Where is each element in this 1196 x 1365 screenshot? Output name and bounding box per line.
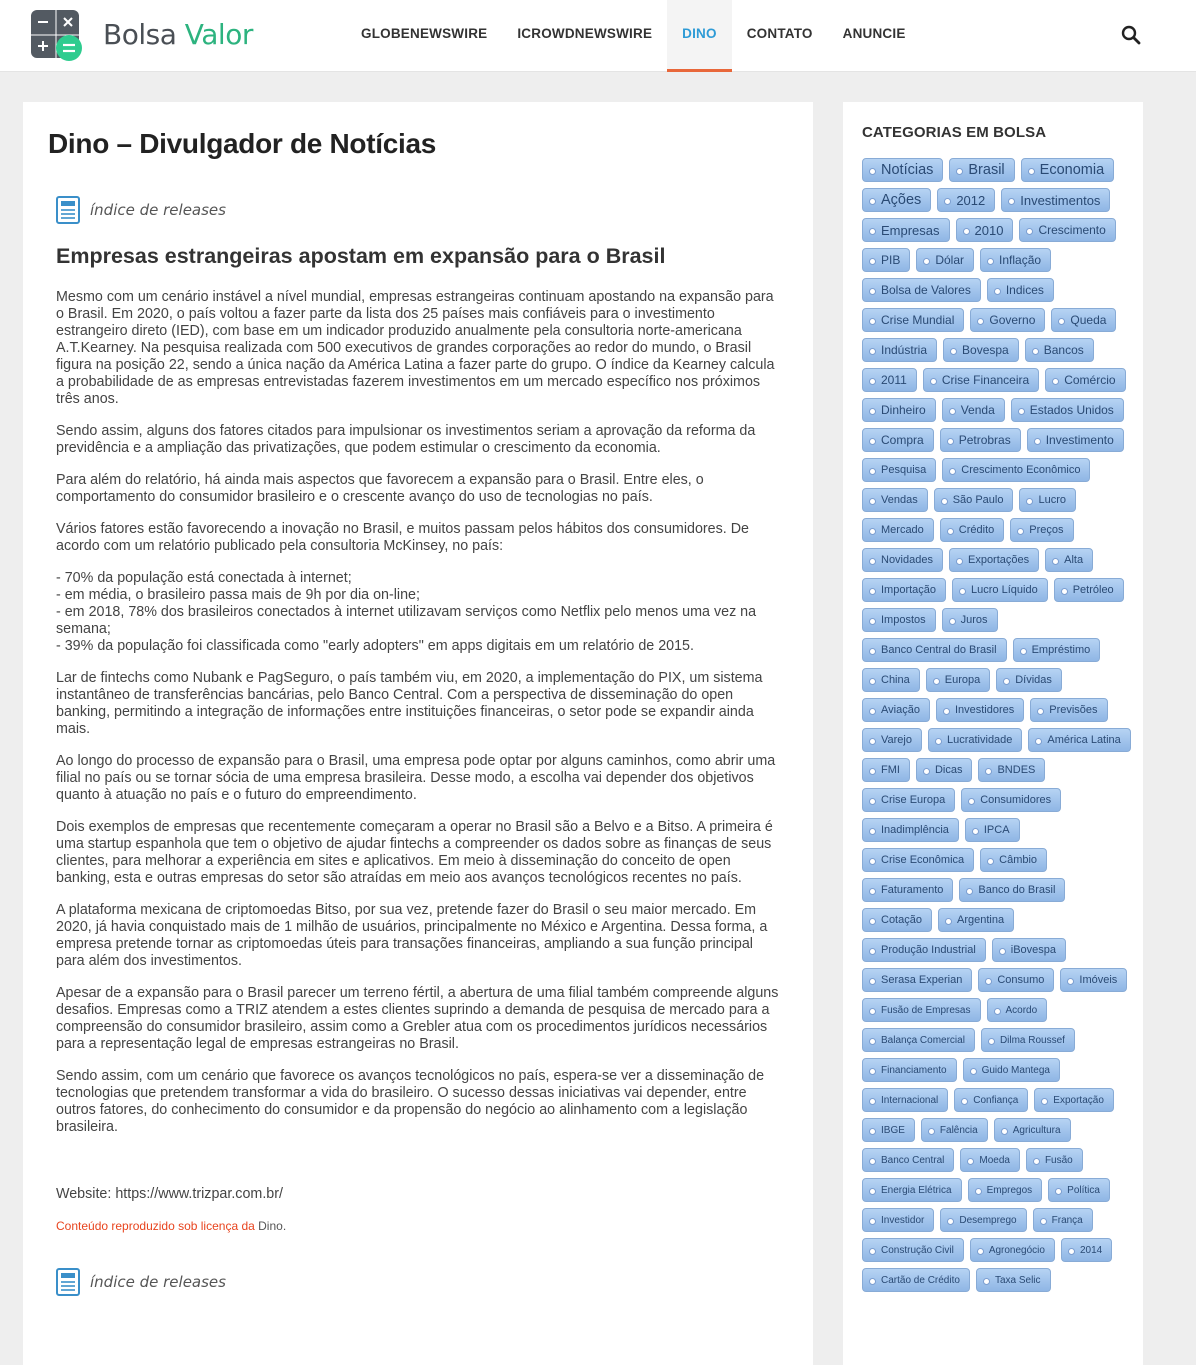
tag-link[interactable]: iBovespa <box>992 938 1066 962</box>
tag-link[interactable]: Exportações <box>949 548 1039 572</box>
tag-link[interactable]: Imóveis <box>1060 968 1127 992</box>
site-header <box>0 0 1196 72</box>
tag-link[interactable]: Notícias <box>862 158 943 182</box>
tag-link[interactable]: Energia Elétrica <box>862 1178 962 1202</box>
tag-link[interactable]: Moeda <box>960 1148 1020 1172</box>
tag-cloud <box>862 158 1137 1298</box>
tag-link[interactable]: IBGE <box>862 1118 915 1142</box>
tag-link[interactable]: Financiamento <box>862 1058 957 1082</box>
tag-link[interactable]: Produção Industrial <box>862 938 986 962</box>
tag-link[interactable]: São Paulo <box>934 488 1014 512</box>
nav-contato[interactable]: CONTATO <box>746 26 813 41</box>
tag-link[interactable]: Petróleo <box>1054 578 1124 602</box>
tag-link[interactable]: Fusão de Empresas <box>862 998 981 1022</box>
tag-link[interactable]: Varejo <box>862 728 922 752</box>
release-index-link-bottom[interactable] <box>56 1268 226 1296</box>
tag-link[interactable]: Banco Central do Brasil <box>862 638 1007 662</box>
tag-link[interactable]: Empréstimo <box>1013 638 1101 662</box>
tag-link[interactable]: Lucratividade <box>928 728 1022 752</box>
tag-link[interactable]: Dilma Roussef <box>981 1028 1075 1052</box>
tag-link[interactable]: China <box>862 668 920 692</box>
article-paragraph: Sendo assim, alguns dos fatores citados para impulsionar os investimentos seriam a aprovação da reforma da previdência e a ampliação das privatizações, que podem estimular o crescimento da economia. <box>56 423 756 456</box>
tag-link[interactable]: Banco Central <box>862 1148 954 1172</box>
release-index-link-top[interactable] <box>56 196 226 224</box>
tag-link[interactable]: Crédito <box>940 518 1004 542</box>
tag-link[interactable]: Crise Mundial <box>862 308 964 332</box>
tag-link[interactable]: Crise Europa <box>862 788 955 812</box>
tag-link[interactable]: Construção Civil <box>862 1238 964 1262</box>
tag-link[interactable]: Argentina <box>938 908 1014 932</box>
document-icon <box>56 196 80 224</box>
tag-link[interactable]: Alta <box>1045 548 1093 572</box>
tag-link[interactable]: 2011 <box>862 368 917 392</box>
brand-part1: Bolsa <box>103 18 177 51</box>
tag-link[interactable]: Investidor <box>862 1208 934 1232</box>
tag-link[interactable]: Comércio <box>1045 368 1125 392</box>
tag-link[interactable]: Previsões <box>1030 698 1107 722</box>
tag-link[interactable]: 2012 <box>937 188 995 212</box>
tag-link[interactable]: Consumo <box>978 968 1054 992</box>
tag-link[interactable]: Agronegócio <box>970 1238 1055 1262</box>
nav-icrowdnewswire[interactable]: ICROWDNEWSWIRE <box>517 26 653 41</box>
tag-link[interactable]: Banco do Brasil <box>959 878 1065 902</box>
tag-link[interactable]: FMI <box>862 758 910 782</box>
tag-link[interactable]: Bancos <box>1025 338 1094 362</box>
tag-link[interactable]: Ações <box>862 188 931 212</box>
tag-link[interactable]: Confiança <box>954 1088 1028 1112</box>
tag-link[interactable]: Aviação <box>862 698 930 722</box>
tag-link[interactable]: Venda <box>942 398 1005 422</box>
tag-link[interactable]: Lucro Líquido <box>952 578 1048 602</box>
article-paragraph: Vários fatores estão favorecendo a inovação no Brasil, e muitos passam pelos hábitos dos consumidores. De acordo com um relatório publicado pela consultoria McKinsey, no país: <box>56 521 749 554</box>
tag-link[interactable]: Consumidores <box>961 788 1061 812</box>
tag-link[interactable]: Importação <box>862 578 946 602</box>
tag-link[interactable]: Crescimento Econômico <box>942 458 1090 482</box>
release-index-label: índice de releases <box>90 201 226 219</box>
tag-link[interactable]: Economia <box>1021 158 1114 182</box>
tag-link[interactable]: 2014 <box>1061 1238 1112 1262</box>
article-paragraph: Mesmo com um cenário instável a nível mundial, empresas estrangeiras continuam apostando na expansão para o Brasil. Em 2020, o país voltou a fazer parte da lista dos 25 países mais confiáveis para o investimento estrangeiro direto (IED), com base em um indicador produzido anualmente pela consultoria norte-americana A.T.Kearney. Na pesquisa realizada com 500 executivos de grandes corporações ao redor do mundo, o Brasil figura na posição 22, sendo a única nação da América Latina a fazer parte do grupo. O índice da Kearney calcula a probabilidade de as empresas entrevistadas fazerem investimentos em um mercado específico nos próximos três anos. <box>56 289 775 407</box>
main-nav <box>346 0 921 72</box>
page-title: Dino – Divulgador de Notícias <box>48 128 437 159</box>
brand-logo[interactable] <box>103 18 253 51</box>
tag-link[interactable]: Guido Mantega <box>963 1058 1060 1082</box>
tag-link[interactable]: Inflação <box>980 248 1051 272</box>
release-index-label: índice de releases <box>90 1273 226 1291</box>
tag-link[interactable]: Vendas <box>862 488 928 512</box>
tag-link[interactable]: Investidores <box>936 698 1024 722</box>
tag-link[interactable]: Fusão <box>1026 1148 1083 1172</box>
tag-link[interactable]: Faturamento <box>862 878 953 902</box>
tag-link[interactable]: Exportação <box>1034 1088 1114 1112</box>
tag-link[interactable]: Serasa Experian <box>862 968 972 992</box>
tag-link[interactable]: Acordo <box>987 998 1048 1022</box>
tag-link[interactable]: IPCA <box>965 818 1020 842</box>
tag-link[interactable]: Petrobras <box>940 428 1021 452</box>
article-paragraph: Apesar de a expansão para o Brasil parecer um terreno fértil, a abertura de uma filial também compreende alguns desafios. Empresas como a TRIZ atendem a estes clientes suprindo a demanda de pesquisa de mercado para a compreensão do consumidor brasileiro, assim como a Grebler atua com os procedimentos jurídicos necessários para a representação legal de empresas estrangeiras no Brasil. <box>56 985 779 1052</box>
tag-link[interactable]: Desemprego <box>940 1208 1026 1232</box>
tag-link[interactable]: BNDES <box>978 758 1045 782</box>
tag-link[interactable]: América Latina <box>1028 728 1130 752</box>
tag-link[interactable]: Governo <box>970 308 1045 332</box>
tag-link[interactable]: Falência <box>921 1118 988 1142</box>
tag-link[interactable]: Mercado <box>862 518 934 542</box>
tag-link[interactable]: Dólar <box>916 248 974 272</box>
tag-link[interactable]: Bolsa de Valores <box>862 278 981 302</box>
tag-link[interactable]: Investimento <box>1027 428 1124 452</box>
main-content <box>23 102 813 1365</box>
tag-link[interactable]: Crise Financeira <box>923 368 1039 392</box>
tag-link[interactable]: Dívidas <box>996 668 1062 692</box>
tag-link[interactable]: Pesquisa <box>862 458 936 482</box>
tag-link[interactable]: Queda <box>1051 308 1116 332</box>
article-paragraph: Para além do relatório, há ainda mais aspectos que favorecem a expansão para o Brasil. Entre eles, o comportamento do consumidor brasileiro e o crescente avanço do uso de tecnologias no país. <box>56 472 704 505</box>
tag-link[interactable]: Agricultura <box>994 1118 1071 1142</box>
tag-link[interactable]: Bovespa <box>943 338 1019 362</box>
tag-link[interactable]: PIB <box>862 248 910 272</box>
license-text: Conteúdo reproduzido sob licença da <box>56 1219 259 1233</box>
tag-link[interactable]: Indústria <box>862 338 937 362</box>
tag-link[interactable]: Cotação <box>862 908 932 932</box>
tag-link[interactable]: Crise Econômica <box>862 848 974 872</box>
nav-anuncie[interactable]: ANUNCIE <box>842 26 906 41</box>
article-list: - 70% da população está conectada à internet; - em média, o brasileiro passa mais de 9h por dia on-line; - em 2018, 78% dos brasileiros conectados à internet utilizavam serviços como Netflix pelo menos uma vez na semana; - 39% da população foi classificada como "early adopters" em apps digitais em um relatório de 2015. <box>56 570 757 654</box>
tag-link[interactable]: Novidades <box>862 548 943 572</box>
tag-link[interactable]: Cartão de Crédito <box>862 1268 970 1292</box>
tag-link[interactable]: Política <box>1048 1178 1110 1202</box>
article-paragraph: Lar de fintechs como Nubank e PagSeguro, o país também viu, em 2020, a implementação do PIX, um sistema instantâneo de transferências bancárias, pelo Banco Central. Com a perspectiva de disseminação do open banking, permitindo a integração de informações entre instituições financeiras, o setor pode se expandir ainda mais. <box>56 670 763 737</box>
tag-link[interactable]: Preços <box>1010 518 1073 542</box>
article-body <box>56 289 781 1151</box>
tag-link[interactable]: 2010 <box>956 218 1014 242</box>
tag-link[interactable]: Estados Unidos <box>1011 398 1124 422</box>
nav-dino[interactable]: DINO <box>667 0 732 72</box>
tag-link[interactable]: Internacional <box>862 1088 948 1112</box>
tag-link[interactable]: Europa <box>926 668 990 692</box>
search-icon[interactable] <box>1120 24 1142 46</box>
tag-link[interactable]: Câmbio <box>980 848 1047 872</box>
document-icon <box>56 1268 80 1296</box>
calculator-logo-icon[interactable] <box>30 9 82 61</box>
article-paragraph: Ao longo do processo de expansão para o Brasil, uma empresa pode optar por alguns caminhos, como abrir uma filial no país ou se tornar sócia de uma empresa brasileira. Desse modo, a escolha vai depender dos objetivos quanto à atuação no país e o futuro do empreendimento. <box>56 753 776 803</box>
article-paragraph: Dois exemplos de empresas que recentemente começaram a operar no Brasil são a Belvo e a Bitso. A primeira é uma startup espanhola que tem o objetivo de ajudar fintechs a compreender os dados sobre as finanças de seus clientes, para melhorar a experiência em sites e aplicativos. Em meio à disseminação do conceito de open banking, esta e outras empresas do setor são atraídas em meio aos avanços tecnológicos recentes no país. <box>56 819 773 886</box>
license-source-link[interactable]: Dino <box>258 1219 283 1233</box>
sidebar-title: CATEGORIAS EM BOLSA <box>862 124 1047 141</box>
website-line[interactable]: Website: https://www.trizpar.com.br/ <box>56 1186 283 1202</box>
tag-link[interactable]: França <box>1033 1208 1093 1232</box>
tag-link[interactable]: Dicas <box>916 758 973 782</box>
tag-link[interactable]: Dinheiro <box>862 398 936 422</box>
tag-link[interactable]: Juros <box>942 608 998 632</box>
tag-link[interactable]: Balança Comercial <box>862 1028 975 1052</box>
article-paragraph: A plataforma mexicana de criptomoedas Bitso, por sua vez, pretende fazer do Brasil o seu maior mercado. Em 2020, já havia conquistado mais de 1 milhão de usuários, principalmente no México e Argentina. Dessa forma, a empresa pretende tornar as criptomoedas úteis para transações financeiras, ampliando a sua função principal para além dos investimentos. <box>56 902 768 969</box>
tag-link[interactable]: Indices <box>987 278 1054 302</box>
article-paragraph: Sendo assim, com um cenário que favorece os avanços tecnológicos no país, espera-se ver a disseminação de tecnologias que pretendem transformar a vida do brasileiro. O sucesso dessas iniciativas vai depender, entre outros fatores, do conhecimento do consumidor e da propensão do negócio ao alinhamento com a legislação brasileira. <box>56 1068 765 1135</box>
tag-link[interactable]: Compra <box>862 428 934 452</box>
license-end: . <box>282 1219 287 1233</box>
tag-link[interactable]: Investimentos <box>1001 188 1110 212</box>
tag-link[interactable]: Taxa Selic <box>976 1268 1051 1292</box>
tag-link[interactable]: Empresas <box>862 218 950 242</box>
nav-globenewswire[interactable]: GLOBENEWSWIRE <box>361 26 488 41</box>
tag-link[interactable]: Impostos <box>862 608 936 632</box>
article-title: Empresas estrangeiras apostam em expansão para o Brasil <box>56 244 666 268</box>
sidebar <box>843 102 1143 1365</box>
brand-part2: Valor <box>184 18 253 51</box>
license-note <box>56 1219 286 1233</box>
tag-link[interactable]: Crescimento <box>1019 218 1115 242</box>
tag-link[interactable]: Brasil <box>949 158 1014 182</box>
tag-link[interactable]: Lucro <box>1019 488 1076 512</box>
tag-link[interactable]: Empregos <box>968 1178 1043 1202</box>
tag-link[interactable]: Inadimplência <box>862 818 959 842</box>
